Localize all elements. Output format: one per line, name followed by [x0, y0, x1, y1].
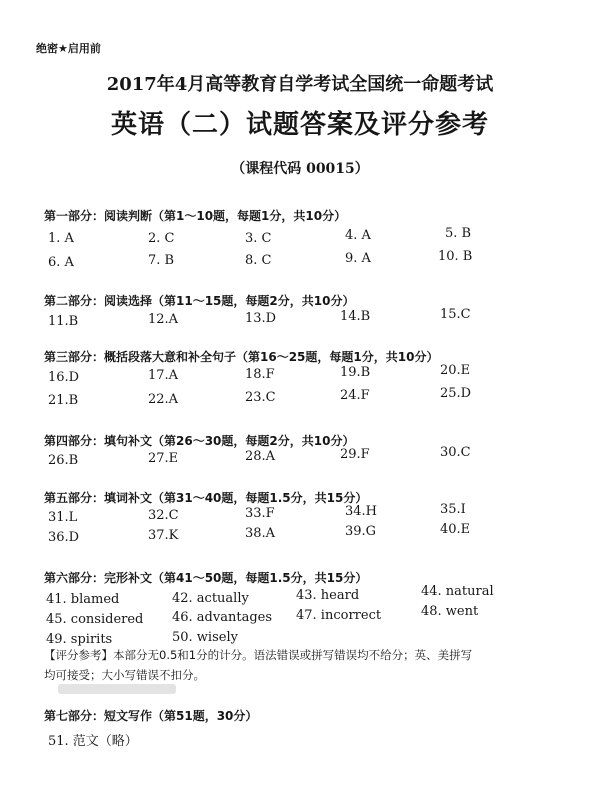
answer-item: 10. B — [438, 249, 473, 264]
answer-item: 23.C — [245, 390, 276, 405]
answer-item: 50. wisely — [172, 630, 238, 645]
answer-item: 17.A — [148, 368, 179, 383]
answer-item: 35.I — [440, 502, 466, 517]
answer-item: 1. A — [48, 231, 74, 246]
answer-item: 15.C — [440, 307, 471, 322]
answer-item: 20.E — [440, 363, 471, 378]
answer-item: 27.E — [148, 451, 179, 466]
answer-item: 31.L — [48, 510, 78, 525]
answer-item: 49. spirits — [46, 632, 113, 647]
answer-item: 42. actually — [172, 591, 249, 606]
answer-item: 30.C — [440, 445, 471, 460]
answer-item: 19.B — [340, 365, 371, 380]
answer-item: 8. C — [245, 253, 272, 268]
exam-name: 2017年4月高等教育自学考试全国统一命题考试 — [106, 74, 494, 95]
answer-item: 3. C — [245, 231, 272, 246]
answer-item: 46. advantages — [172, 610, 273, 625]
answer-item: 39.G — [345, 524, 377, 539]
answer-item: 14.B — [340, 309, 371, 324]
answer-item: 12.A — [148, 312, 179, 327]
answer-item: 33.F — [245, 506, 275, 521]
answer-item: 7. B — [148, 253, 175, 268]
section-4-heading: 第四部分：填句补文（第26～30题，每题2分，共10分） — [44, 434, 355, 448]
answer-item: 9. A — [345, 251, 371, 266]
answer-item: 21.B — [48, 393, 79, 408]
answer-item: 11.B — [48, 314, 79, 329]
answer-item: 32.C — [148, 508, 179, 523]
answer-item: 6. A — [48, 255, 74, 270]
confidential-label: 绝密★启用前 — [36, 42, 101, 55]
redacted-watermark — [58, 684, 176, 694]
grading-note-line2: 均可接受；大小写错误不扣分。 — [44, 668, 205, 682]
section-3-heading: 第三部分：概括段落大意和补全句子（第16～25题，每题1分，共10分） — [44, 350, 439, 364]
answer-item: 24.F — [340, 388, 370, 403]
answer-item: 26.B — [48, 453, 79, 468]
answer-item: 22.A — [148, 392, 179, 407]
answer-item: 16.D — [48, 370, 80, 385]
answer-item: 40.E — [440, 522, 471, 537]
answer-item: 4. A — [345, 228, 371, 243]
answer-item: 36.D — [48, 530, 80, 545]
answer-item: 29.F — [340, 447, 370, 462]
answer-item: 43. heard — [296, 588, 360, 603]
section-6-heading: 第六部分：完形补文（第41～50题，每题1.5分，共15分） — [44, 571, 368, 585]
answer-item: 28.A — [245, 449, 276, 464]
answer-item: 2. C — [148, 231, 175, 246]
course-code: （课程代码 00015） — [231, 161, 369, 177]
grading-note-line1: 【评分参考】本部分无0.5和1分的计分。语法错误或拼写错误均不给分；英、美拼写 — [44, 648, 473, 662]
answer-item: 44. natural — [421, 584, 494, 599]
answer-item: 48. went — [421, 604, 479, 619]
answer-item: 25.D — [440, 386, 472, 401]
section-1-heading: 第一部分：阅读判断（第1～10题，每题1分，共10分） — [44, 209, 347, 223]
section-2-heading: 第二部分：阅读选择（第11～15题，每题2分，共10分） — [44, 294, 355, 308]
answer-item: 45. considered — [46, 612, 144, 627]
essay-answer: 51. 范文（略） — [48, 734, 138, 749]
answer-item: 13.D — [245, 311, 277, 326]
answer-item: 5. B — [445, 226, 472, 241]
section-5-heading: 第五部分：填词补文（第31～40题，每题1.5分，共15分） — [44, 491, 368, 505]
section-7-heading: 第七部分：短文写作（第51题，30分） — [44, 709, 258, 723]
answer-item: 38.A — [245, 526, 276, 541]
answer-item: 18.F — [245, 367, 275, 382]
answer-item: 41. blamed — [46, 592, 120, 607]
answer-item: 47. incorrect — [296, 608, 382, 623]
answer-item: 37.K — [148, 528, 179, 543]
page-title: 英语（二）试题答案及评分参考 — [110, 110, 489, 140]
answer-item: 34.H — [345, 504, 378, 519]
